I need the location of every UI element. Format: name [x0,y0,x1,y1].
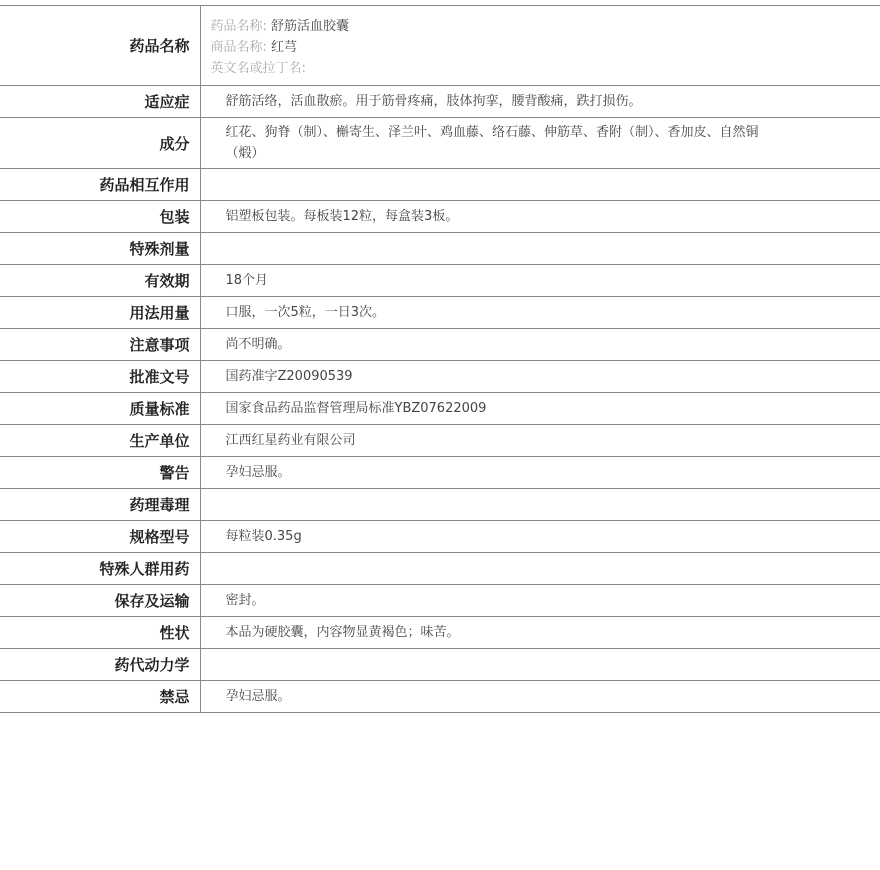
table-row-manufacturer [0,425,880,457]
row-value: 本品为硬胶囊，内容物显黄褐色；味苦。 [200,617,880,649]
table-row-packaging [0,201,880,233]
row-label: 适应症 [0,86,200,118]
row-value: 红花、狗脊（制）、槲寄生、泽兰叶、鸡血藤、络石藤、伸筋草、香附（制）、香加皮、自然铜（煅） [200,118,880,169]
table-row-ingredients [0,118,880,169]
english-name-line [211,58,791,79]
row-value: 口服，一次5粒，一日3次。 [200,297,880,329]
row-label: 批准文号 [0,361,200,393]
table-row-precautions [0,329,880,361]
row-value: 国药准字Z20090539 [200,361,880,393]
table-row-dosage [0,297,880,329]
table-row-description [0,617,880,649]
row-value: 国家食品药品监督管理局标准YBZ07622009 [200,393,880,425]
row-label: 警告 [0,457,200,489]
row-value: 铝塑板包装。每板装12粒，每盒装3板。 [200,201,880,233]
table-row-special-populations [0,553,880,585]
row-label: 药理毒理 [0,489,200,521]
generic-name-line [211,16,791,37]
row-label: 有效期 [0,265,200,297]
table-row-contraindications [0,681,880,713]
row-value: 尚不明确。 [200,329,880,361]
row-value [200,553,880,585]
row-value [200,169,880,201]
table-row-quality-standard [0,393,880,425]
drug-name-cell [200,6,880,86]
row-value: 18个月 [200,265,880,297]
table-row-pharmacokinetics [0,649,880,681]
row-label: 质量标准 [0,393,200,425]
table-row-special-dosage [0,233,880,265]
row-value [200,233,880,265]
row-label: 保存及运输 [0,585,200,617]
row-label: 性状 [0,617,200,649]
table-row-interactions [0,169,880,201]
trade-name-line [211,37,791,58]
row-label: 规格型号 [0,521,200,553]
row-value: 每粒装0.35g [200,521,880,553]
row-value: 江西红星药业有限公司 [200,425,880,457]
row-label: 包装 [0,201,200,233]
row-label: 特殊剂量 [0,233,200,265]
row-value: 孕妇忌服。 [200,457,880,489]
row-label: 用法用量 [0,297,200,329]
table-row-drug-name [0,6,880,86]
row-value [200,489,880,521]
table-row-storage [0,585,880,617]
row-label: 生产单位 [0,425,200,457]
table-row-specification [0,521,880,553]
row-label: 药品名称 [0,6,200,86]
table-row-approval-number [0,361,880,393]
row-value: 孕妇忌服。 [200,681,880,713]
drug-name-block [211,6,791,85]
generic-name-value: 舒筋活血胶囊 [271,19,350,34]
row-label: 药代动力学 [0,649,200,681]
row-label: 成分 [0,118,200,169]
row-label: 注意事项 [0,329,200,361]
row-value: 密封。 [200,585,880,617]
drug-info-table [0,5,880,713]
generic-name-key: 药品名称: [210,19,267,34]
trade-name-key: 商品名称: [210,40,267,55]
trade-name-value: 红芎 [271,40,298,55]
row-label: 禁忌 [0,681,200,713]
row-value: 舒筋活络，活血散瘀。用于筋骨疼痛，肢体拘挛，腰背酸痛，跌打损伤。 [200,86,880,118]
table-row-shelf-life [0,265,880,297]
row-label: 药品相互作用 [0,169,200,201]
table-row-warning [0,457,880,489]
table-row-toxicology [0,489,880,521]
english-name-key: 英文名或拉丁名: [210,61,306,76]
row-value [200,649,880,681]
table-row-indications [0,86,880,118]
row-label: 特殊人群用药 [0,553,200,585]
